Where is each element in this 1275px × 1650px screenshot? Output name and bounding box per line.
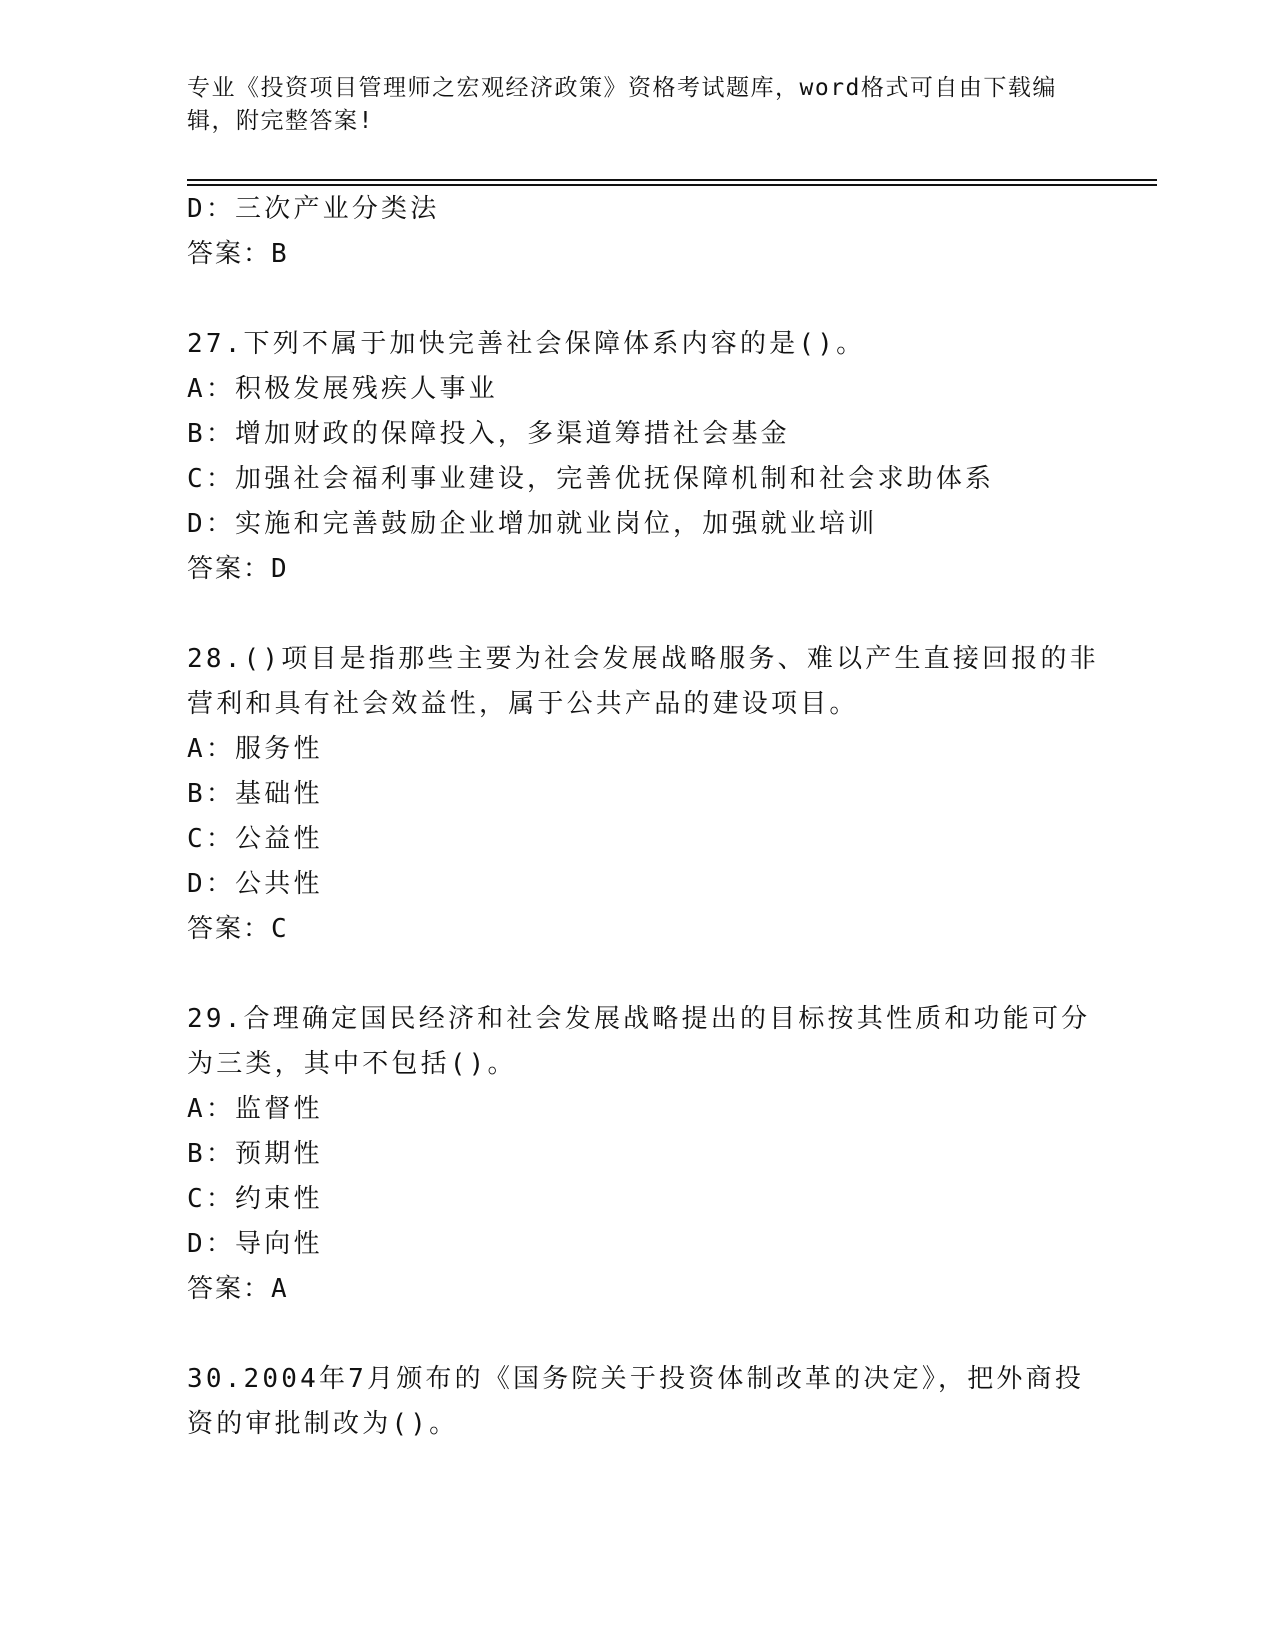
- question-29-option-a: A：监督性: [187, 1094, 323, 1124]
- header-divider-bottom: [187, 184, 1157, 186]
- question-29-option-c: C：约束性: [187, 1184, 323, 1214]
- header-divider-top: [187, 179, 1157, 181]
- question-27-answer: 答案：D: [187, 554, 289, 584]
- question-29-stem-line-1: 29.合理确定国民经济和社会发展战略提出的目标按其性质和功能可分: [187, 1004, 1091, 1034]
- question-29-option-d: D：导向性: [187, 1229, 323, 1259]
- header-line-1: 专业《投资项目管理师之宏观经济政策》资格考试题库，word格式可自由下载编: [187, 75, 1057, 101]
- question-28-option-a: A：服务性: [187, 734, 323, 764]
- question-28-option-b: B：基础性: [187, 779, 323, 809]
- question-27-option-b: B：增加财政的保障投入，多渠道筹措社会基金: [187, 419, 790, 449]
- document-header: [187, 72, 1077, 138]
- question-27-option-a: A：积极发展残疾人事业: [187, 374, 498, 404]
- answer-line: 答案：B: [187, 239, 289, 269]
- question-30-stem-line-1: 30.2004年7月颁布的《国务院关于投资体制改革的决定》，把外商投: [187, 1364, 1085, 1394]
- question-30-stem-line-2: 资的审批制改为()。: [187, 1409, 459, 1439]
- question-27-option-c: C：加强社会福利事业建设，完善优抚保障机制和社会求助体系: [187, 464, 995, 494]
- question-29-stem-line-2: 为三类，其中不包括()。: [187, 1049, 517, 1079]
- option-d: D：三次产业分类法: [187, 194, 440, 224]
- question-28-option-c: C：公益性: [187, 824, 323, 854]
- question-28-option-d: D：公共性: [187, 869, 323, 899]
- question-29-answer: 答案：A: [187, 1274, 289, 1304]
- question-28-stem-line-2: 营利和具有社会效益性，属于公共产品的建设项目。: [187, 689, 859, 719]
- question-29-option-b: B：预期性: [187, 1139, 323, 1169]
- question-28-answer: 答案：C: [187, 914, 289, 944]
- question-28-stem-line-1: 28.()项目是指那些主要为社会发展战略服务、难以产生直接回报的非: [187, 644, 1099, 674]
- question-27-option-d: D：实施和完善鼓励企业增加就业岗位，加强就业培训: [187, 509, 878, 539]
- question-27-stem: 27.下列不属于加快完善社会保障体系内容的是()。: [187, 329, 866, 359]
- header-line-2: 辑，附完整答案!: [187, 108, 374, 134]
